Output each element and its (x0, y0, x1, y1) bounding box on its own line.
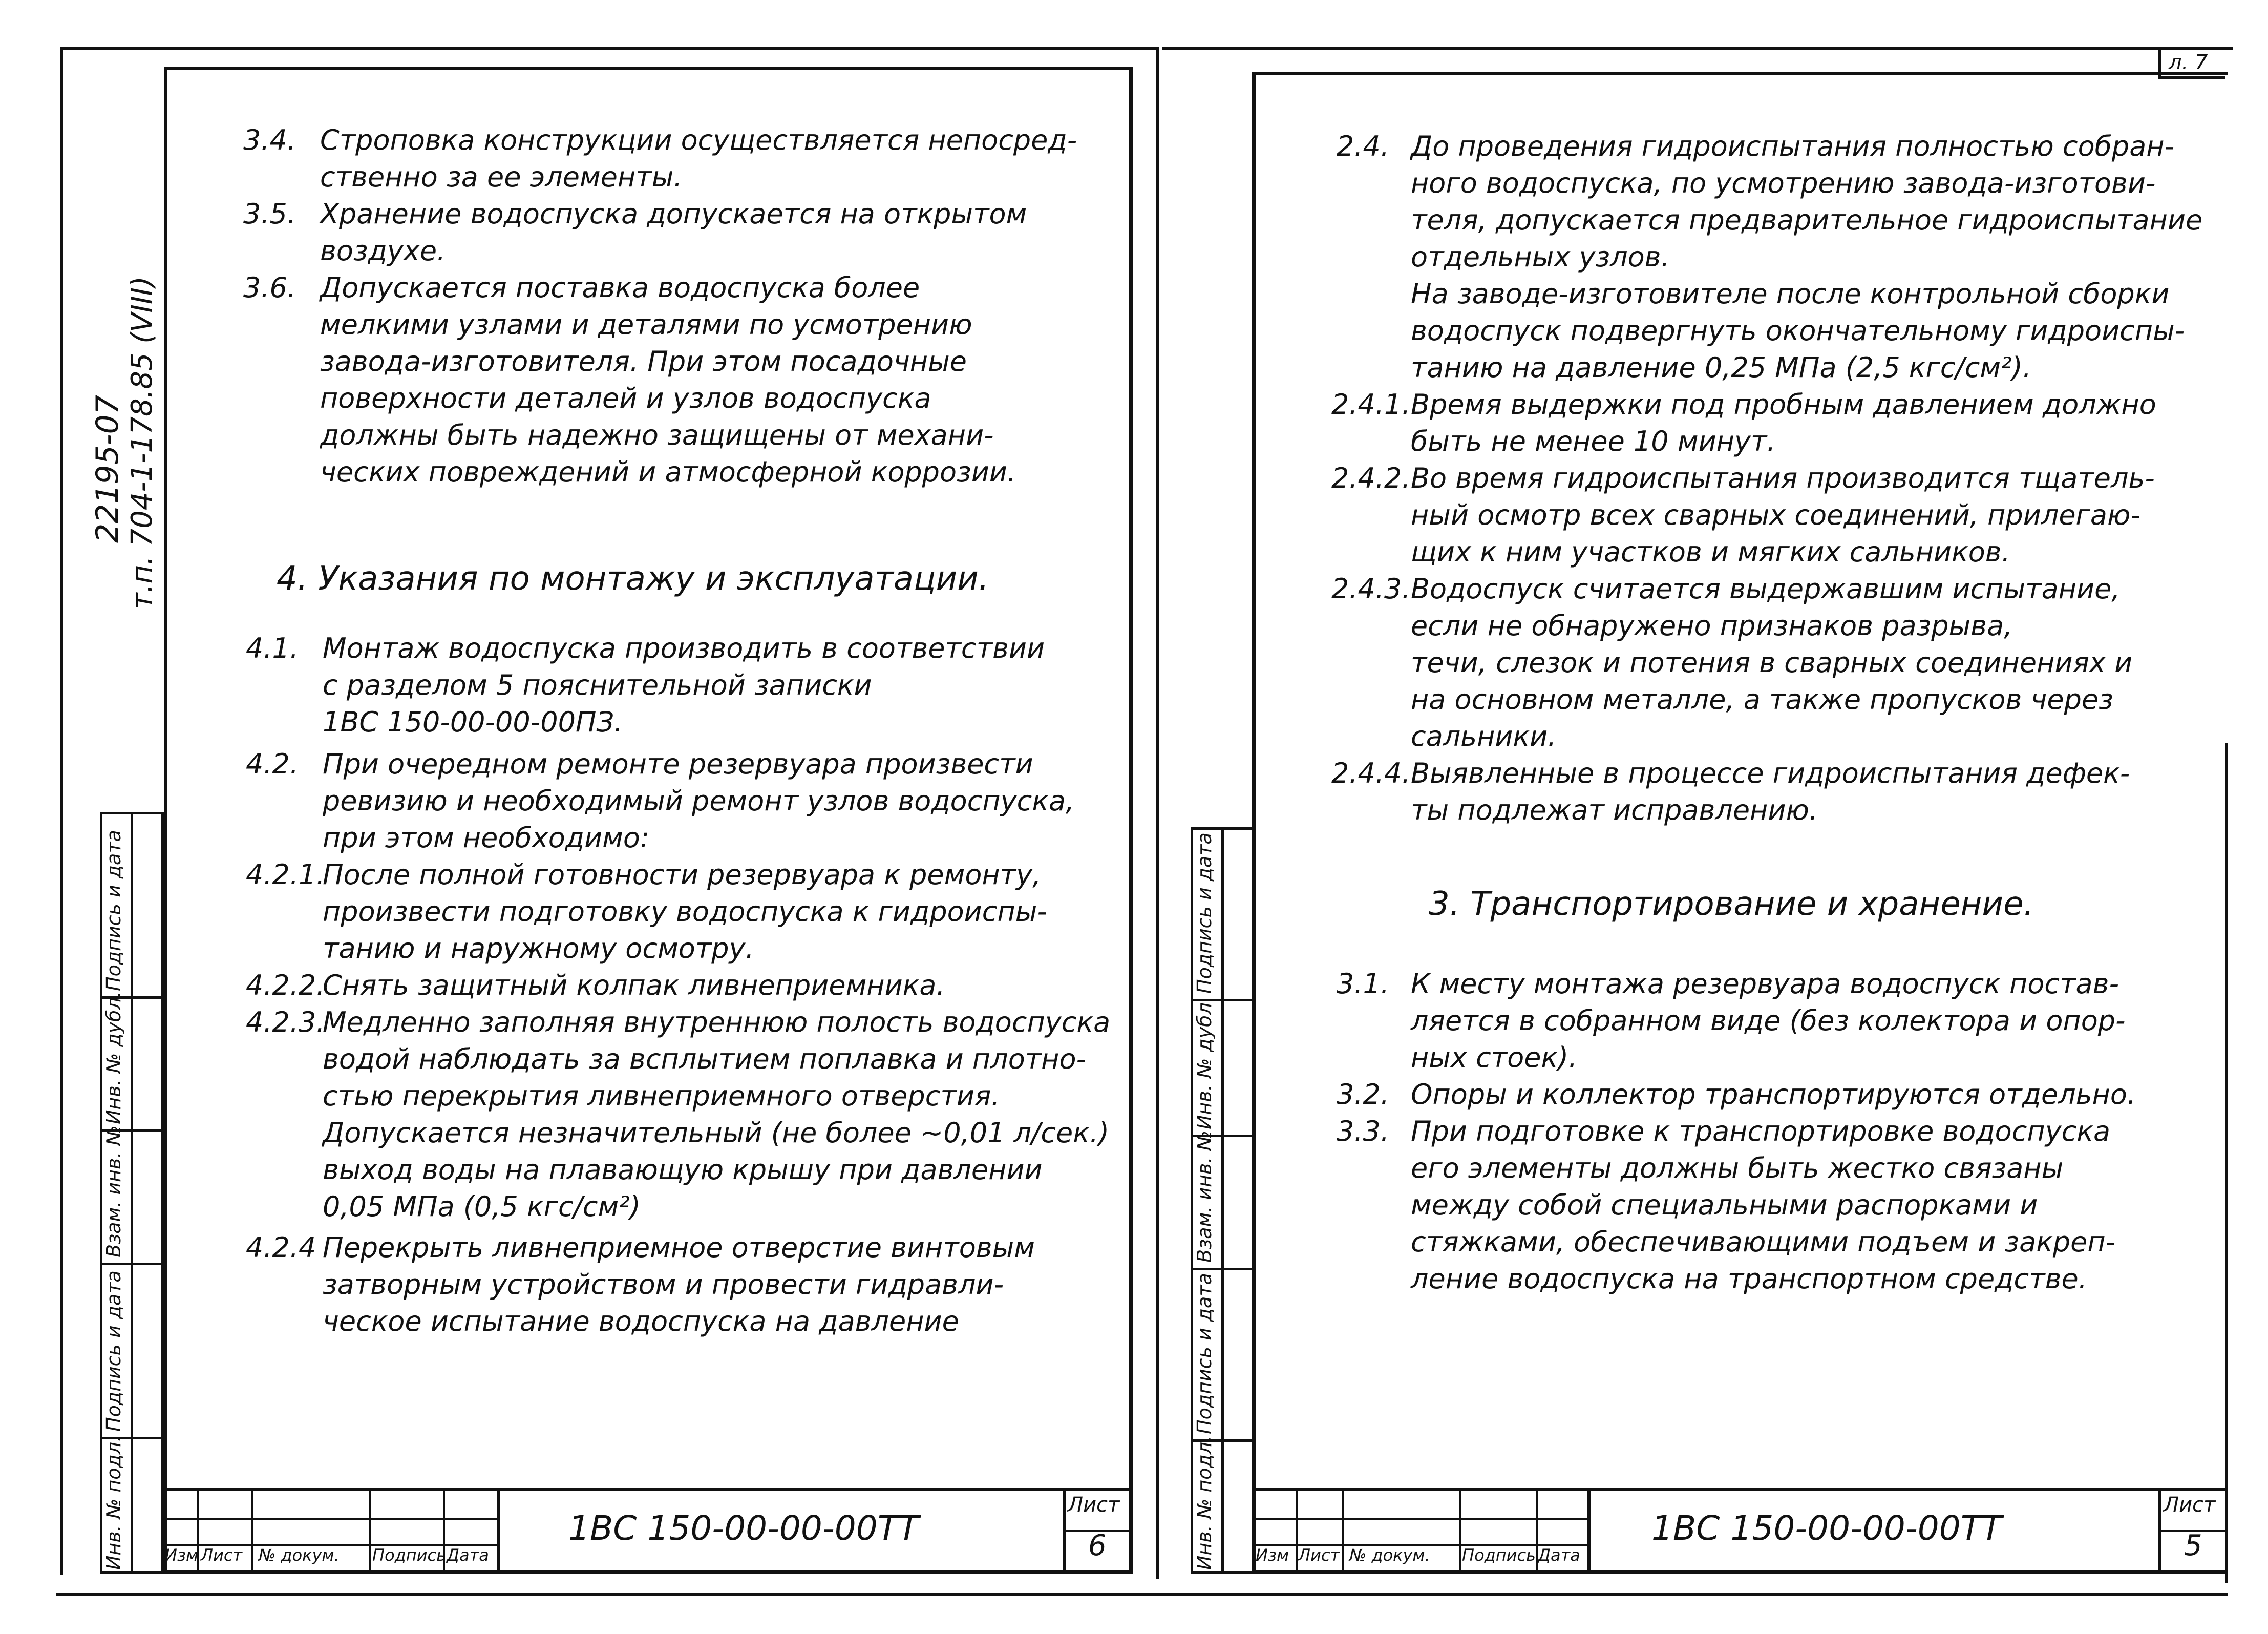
left-section-heading: 4. Указания по монтажу и эксплуатации. (277, 560, 989, 598)
item-line: танию на давление 0,25 МПа (2,5 кгс/см²). (1411, 351, 2032, 384)
left-vertical-code-1: 22195-07 (90, 395, 125, 543)
item-line: 1ВС 150-00-00-00ПЗ. (323, 706, 623, 738)
center-divider-line (1156, 47, 1159, 1579)
left-tb-sheet-number: 6 (1088, 1529, 1107, 1562)
item-line: ты подлежат исправлению. (1411, 794, 1818, 826)
item-line: водоспуск подвергнуть окончательному гидроиспы- (1411, 315, 2185, 347)
right-tb-header-date: Дата (1538, 1545, 1580, 1565)
left-tb-sheet-label: Лист (1068, 1493, 1120, 1517)
item-line: поверхности деталей и узлов водоспуска (320, 382, 931, 414)
left-stamp-label-4: Подпись и дата (102, 1270, 125, 1432)
item-line: ственно за ее элементы. (320, 161, 683, 193)
item-line: Время выдержки под пробным давлением должно (1411, 388, 2156, 421)
sheet-corner-label: л. 7 (2169, 51, 2208, 74)
item-line: танию и наружному осмотру. (323, 932, 754, 965)
left-stamp-label-2: Инв. № дубл. (102, 991, 125, 1124)
item-line: Строповка конструкции осуществляется непосред- (320, 124, 1077, 156)
item-number: 2.4.4. (1331, 757, 1411, 789)
right-tb-header-sign: Подпись (1462, 1545, 1536, 1565)
item-line: воздухе. (320, 235, 446, 267)
item-line: на основном металле, а также пропусков через (1411, 683, 2113, 716)
item-line: произвести подготовку водоспуска к гидроиспы- (323, 895, 1047, 928)
right-stamp-label-1: Подпись и дата (1193, 832, 1216, 994)
item-line: Медленно заполняя внутреннюю полость водоспуска (323, 1006, 1111, 1038)
left-tb-header-list: Лист (201, 1545, 243, 1565)
left-stamp-label-1: Подпись и дата (102, 830, 125, 991)
item-line: завода-изготовителя. При этом посадочные (320, 345, 967, 378)
item-number: 4.2. (246, 748, 299, 780)
item-number: 4.1. (246, 632, 299, 664)
item-line: быть не менее 10 минут. (1411, 425, 1776, 457)
item-line: теля, допускается предварительное гидроиспытание (1411, 204, 2203, 236)
right-stamp-label-4: Подпись и дата (1193, 1273, 1216, 1434)
item-line: течи, слезок и потения в сварных соединениях и (1411, 646, 2133, 679)
item-line: стяжками, обеспечивающими подъем и закреп- (1411, 1226, 2116, 1258)
right-tb-sheet-label: Лист (2164, 1493, 2216, 1517)
item-line: Хранение водоспуска допускается на открытом (320, 198, 1027, 230)
right-stamp-label-3: Взам. инв. № (1193, 1130, 1216, 1263)
item-line: При подготовке к транспортировке водоспуска (1411, 1115, 2111, 1147)
item-line: щих к ним участков и мягких сальников. (1411, 536, 2010, 568)
item-line: ческих повреждений и атмосферной коррозии. (320, 456, 1016, 488)
left-tb-doc-code: 1ВС 150-00-00-00ТТ (568, 1509, 919, 1548)
item-line: между собой специальными распорками и (1411, 1189, 2038, 1221)
item-line: сальники. (1411, 720, 1557, 752)
item-line: Опоры и коллектор транспортируются отдельно. (1411, 1078, 2136, 1111)
item-number: 2.4.3. (1331, 573, 1411, 605)
item-line: Водоспуск считается выдержавшим испытание, (1411, 573, 2121, 605)
item-line: Перекрыть ливнеприемное отверстие винтовым (323, 1231, 1035, 1264)
left-stamp-label-5: Инв. № подл. (102, 1435, 125, 1570)
item-line: Допускается поставка водоспуска более (320, 271, 920, 304)
item-line: После полной готовности резервуара к ремонту, (323, 858, 1042, 891)
right-tb-sheet-number: 5 (2184, 1529, 2202, 1562)
item-line: Выявленные в процессе гидроиспытания дефек- (1411, 757, 2130, 789)
item-line: должны быть надежно защищены от механи- (320, 419, 994, 451)
outer-left-line (60, 47, 63, 1575)
outer-top-line-right (1162, 47, 2233, 50)
item-line: ляется в собранном виде (без колектора и опор- (1411, 1004, 2126, 1037)
right-tb-header-izm: Изм (1256, 1545, 1289, 1565)
item-number: 3.2. (1337, 1078, 1390, 1111)
item-number: 4.2.1. (246, 858, 325, 891)
item-line: Снять защитный колпак ливнеприемника. (323, 969, 945, 1001)
item-line: затворным устройством и провести гидравли- (323, 1268, 1004, 1301)
left-stamp-label-3: Взам. инв. № (102, 1125, 125, 1258)
item-number: 2.4. (1337, 130, 1390, 162)
item-line: стью перекрытия ливнеприемного отверстия. (323, 1080, 1000, 1112)
item-line: При очередном ремонте резервуара произвести (323, 748, 1033, 780)
item-number: 3.5. (243, 198, 296, 230)
item-number: 3.3. (1337, 1115, 1390, 1147)
item-line: водой наблюдать за всплытием поплавка и плотно- (323, 1043, 1087, 1075)
item-line: Во время гидроиспытания производится тщатель- (1411, 462, 2155, 494)
right-tb-header-list: Лист (1298, 1545, 1340, 1565)
item-line: ревизию и необходимый ремонт узлов водоспуска, (323, 785, 1075, 817)
item-number: 2.4.2. (1331, 462, 1411, 494)
item-number: 4.2.4 (246, 1231, 316, 1264)
item-number: 2.4.1. (1331, 388, 1411, 421)
item-number: 4.2.2. (246, 969, 325, 1001)
outer-bottom-line (56, 1593, 2228, 1596)
right-section-heading: 3. Транспортирование и хранение. (1429, 885, 2034, 923)
item-line: На заводе-изготовителе после контрольной сборки (1411, 278, 2170, 310)
item-line: Монтаж водоспуска производить в соответствии (323, 632, 1045, 664)
item-line: если не обнаружено признаков разрыва, (1411, 610, 2013, 642)
item-line: ческое испытание водоспуска на давление (323, 1305, 959, 1337)
left-tb-header-sign: Подпись (372, 1545, 446, 1565)
item-line: с разделом 5 пояснительной записки (323, 669, 872, 701)
item-number: 3.6. (243, 271, 296, 304)
item-line: До проведения гидроиспытания полностью собран- (1411, 130, 2175, 162)
item-line: ных стоек). (1411, 1041, 1578, 1074)
item-line: К месту монтажа резервуара водоспуск постав- (1411, 968, 2119, 1000)
outer-top-line-left (61, 47, 1157, 50)
item-line: ный осмотр всех сварных соединений, прилегаю- (1411, 499, 2140, 531)
item-line: мелкими узлами и деталями по усмотрению (320, 308, 972, 341)
item-number: 4.2.3. (246, 1006, 325, 1038)
item-line: выход воды на плавающую крышу при давлении (323, 1154, 1043, 1186)
left-tb-header-izm: Изм (165, 1545, 199, 1565)
item-line: Допускается незначительный (не более ~0,01 л/сек.) (323, 1117, 1110, 1149)
left-tb-header-doc: № докум. (259, 1545, 340, 1565)
right-tb-header-doc: № докум. (1349, 1545, 1430, 1565)
item-line: его элементы должны быть жестко связаны (1411, 1152, 2064, 1184)
item-line: при этом необходимо: (323, 822, 650, 854)
right-tb-doc-code: 1ВС 150-00-00-00ТТ (1651, 1509, 2002, 1548)
item-line: ного водоспуска, по усмотрению завода-изготови- (1411, 167, 2156, 199)
item-number: 3.4. (243, 124, 296, 156)
item-line: 0,05 МПа (0,5 кгс/см²) (323, 1190, 641, 1223)
left-tb-header-date: Дата (447, 1545, 489, 1565)
item-number: 3.1. (1337, 968, 1390, 1000)
right-stamp-label-5: Инв. № подл. (1193, 1435, 1216, 1570)
item-line: отдельных узлов. (1411, 241, 1670, 273)
item-line: ление водоспуска на транспортном средстве. (1411, 1263, 2087, 1295)
right-stamp-label-2: Инв. № дубл. (1193, 996, 1216, 1129)
left-vertical-code-2: т.п. 704-1-178.85 (VIII) (125, 276, 159, 610)
